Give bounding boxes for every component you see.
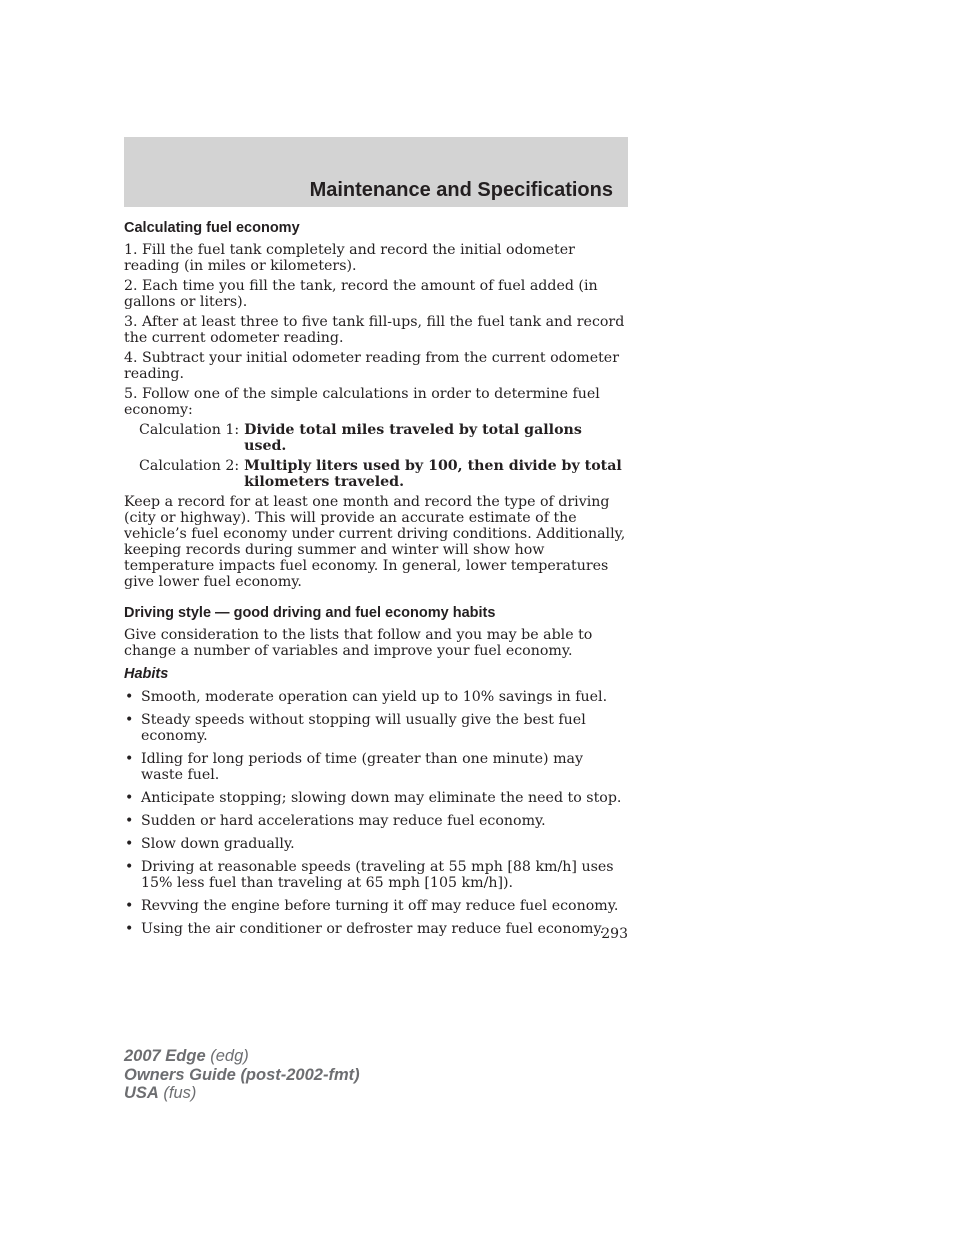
- list-item: • Driving at reasonable speeds (traveling at 55 mph [88 km/h] uses 15% less fuel than traveling at 65 mph [105 km/h]).: [124, 859, 628, 891]
- list-item: • Using the air conditioner or defroster may reduce fuel economy.: [124, 921, 628, 937]
- calculation-1-label: Calculation 1:: [139, 422, 240, 438]
- footer-line-market: USA (fus): [124, 1084, 197, 1102]
- driving-style-intro: Give consideration to the lists that follow and you may be able to change a number of variables and improve your fuel economy.: [124, 627, 593, 659]
- calculation-2: [139, 458, 628, 490]
- calculation-1-value: Divide total miles traveled by total gallons used.: [244, 422, 582, 454]
- heading-driving-style: Driving style — good driving and fuel economy habits: [124, 605, 496, 621]
- list-item: • Idling for long periods of time (greater than one minute) may waste fuel.: [124, 751, 628, 783]
- step-2: 2. Each time you fill the tank, record the amount of fuel added (in gallons or liters).: [124, 278, 598, 310]
- calculation-2-label: Calculation 2:: [139, 458, 240, 474]
- calculation-2-value: Multiply liters used by 100, then divide by total kilometers traveled.: [244, 458, 622, 490]
- list-item: • Revving the engine before turning it off may reduce fuel economy.: [124, 898, 628, 914]
- document-footer: [124, 1047, 360, 1103]
- list-item: • Sudden or hard accelerations may reduce fuel economy.: [124, 813, 628, 829]
- section-header-band: [124, 137, 628, 207]
- list-item: • Smooth, moderate operation can yield up to 10% savings in fuel.: [124, 689, 628, 705]
- list-item: • Slow down gradually.: [124, 836, 628, 852]
- list-item: • Anticipate stopping; slowing down may eliminate the need to stop.: [124, 790, 628, 806]
- list-item: • Steady speeds without stopping will usually give the best fuel economy.: [124, 712, 628, 744]
- step-1: 1. Fill the fuel tank completely and record the initial odometer reading (in miles or kilometers).: [124, 242, 575, 274]
- step-4: 4. Subtract your initial odometer reading from the current odometer reading.: [124, 350, 619, 382]
- record-keeping-note: Keep a record for at least one month and record the type of driving (city or highway). This will provide an accurate estimate of the vehicle’s fuel economy under current driving conditions. Additionally, keeping records during summer and winter will show how temperature impacts fuel economy. In general, lower temperatures give lower fuel economy.: [124, 494, 626, 590]
- page-number: 293: [601, 926, 628, 942]
- habits-list: [124, 689, 628, 937]
- section-title: Maintenance and Specifications: [309, 179, 613, 201]
- subheading-habits: Habits: [124, 666, 169, 682]
- calculation-1: [139, 422, 628, 454]
- footer-line-model: 2007 Edge (edg): [124, 1047, 249, 1065]
- footer-line-guide: Owners Guide (post-2002-fmt): [124, 1065, 360, 1084]
- page-content: [124, 219, 628, 944]
- step-5: 5. Follow one of the simple calculations in order to determine fuel economy:: [124, 386, 600, 418]
- step-3: 3. After at least three to five tank fill-ups, fill the fuel tank and record the current odometer reading.: [124, 314, 625, 346]
- heading-calculating-fuel-economy: Calculating fuel economy: [124, 220, 300, 236]
